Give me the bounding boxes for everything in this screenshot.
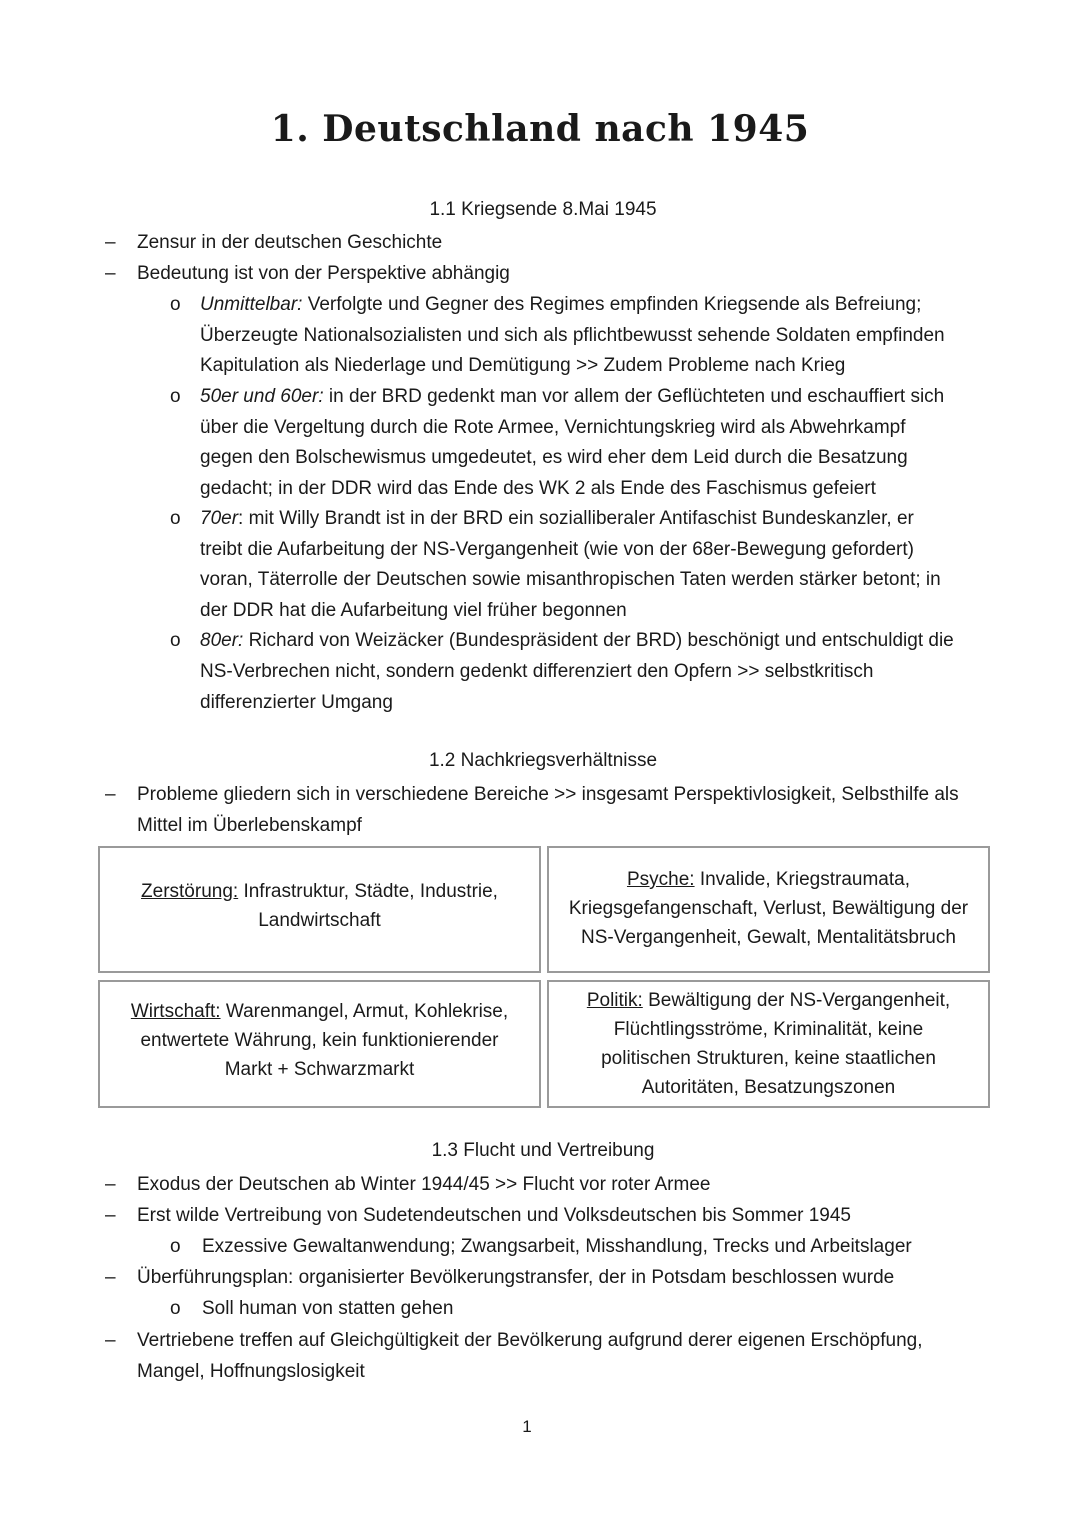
box-text: Warenmangel, Armut, Kohlekrise,	[220, 1000, 509, 1022]
list-item: Probleme gliedern sich in verschiedene Bereiche >> insgesamt Perspektivlosigkeit, Selbsthilfe als	[137, 784, 959, 805]
dash-bullet: –	[105, 1267, 116, 1288]
box-text: Infrastruktur, Städte, Industrie,	[238, 880, 498, 902]
sub-item-line: gedacht; in der DDR wird das Ende des WK 2 als Ende des Faschismus gefeiert	[200, 478, 876, 499]
sub-item-line: über die Vergeltung durch die Rote Armee, Vernichtungskrieg wird als Abwehrkampf	[200, 417, 906, 438]
dash-bullet: –	[105, 1205, 116, 1226]
sub-item-line: treibt die Aufarbeitung der NS-Vergangenheit (wie von der 68er-Bewegung gefordert)	[200, 539, 914, 560]
section-heading-1-1: 1.1 Kriegsende 8.Mai 1945	[429, 199, 657, 220]
circle-bullet: o	[170, 1236, 181, 1257]
sub-item-line: der DDR hat die Aufarbeitung viel früher begonnen	[200, 600, 627, 621]
box-text: Invalide, Kriegstraumata,	[694, 869, 911, 890]
list-item: Exodus der Deutschen ab Winter 1944/45 >> Flucht vor roter Armee	[137, 1174, 711, 1195]
box-wirtschaft	[98, 980, 541, 1108]
circle-bullet: o	[170, 386, 181, 407]
box-text: Flüchtlingsströme, Kriminalität, keine	[613, 1019, 924, 1040]
circle-bullet: o	[170, 1298, 181, 1319]
box-zerstoerung	[98, 846, 541, 973]
sub-item-line: voran, Täterrolle der Deutschen sowie misanthropischen Taten werden stärker betont; in	[200, 569, 941, 590]
dash-bullet: –	[105, 263, 116, 284]
sub-item-text: Richard von Weizäcker (Bundespräsident der BRD) beschönigt und entschuldigt die	[248, 630, 954, 651]
sub-item-line	[200, 504, 990, 535]
sub-item-label: 80er:	[200, 630, 244, 651]
box-text: Markt + Schwarzmarkt	[224, 1058, 415, 1080]
sub-item-text: in der BRD gedenkt man vor allem der Geflüchteten und eschauffiert sich	[328, 386, 945, 407]
section-heading-1-3: 1.3 Flucht und Vertreibung	[431, 1140, 655, 1161]
box-label: Zerstörung:	[141, 880, 239, 902]
box-text: Bewältigung der NS-Vergangenheit,	[642, 990, 951, 1011]
box-text: Kriegsgefangenschaft, Verlust, Bewältigung der	[568, 898, 969, 919]
dash-bullet: –	[105, 784, 116, 805]
page-number: 1	[522, 1417, 532, 1436]
sub-item-label: Unmittelbar:	[200, 294, 303, 315]
sub-item-line	[200, 382, 990, 413]
sub-item-text: : mit Willy Brandt ist in der BRD ein sozialliberaler Antifaschist Bundeskanzler, er	[238, 508, 914, 529]
list-item: Erst wilde Vertreibung von Sudetendeutschen und Volksdeutschen bis Sommer 1945	[137, 1205, 852, 1226]
dash-bullet: –	[105, 232, 116, 253]
box-psyche	[547, 846, 990, 973]
box-text: politischen Strukturen, keine staatlichen	[601, 1048, 936, 1069]
list-item: Überführungsplan: organisierter Bevölkerungstransfer, der in Potsdam beschlossen wurde	[137, 1267, 895, 1288]
sub-item-line: NS-Verbrechen nicht, sondern gedenkt differenziert den Opfern >> selbstkritisch	[200, 661, 874, 682]
circle-bullet: o	[170, 294, 181, 315]
sub-item-label: 70er	[200, 508, 239, 529]
box-label: Politik:	[586, 990, 643, 1011]
section-heading-1-2: 1.2 Nachkriegsverhältnisse	[428, 750, 658, 771]
box-text: Autoritäten, Besatzungszonen	[641, 1077, 896, 1098]
dash-bullet: –	[105, 1330, 116, 1351]
box-politik	[547, 980, 990, 1108]
list-item-continued: Mittel im Überlebenskampf	[137, 815, 362, 836]
box-text: entwertete Währung, kein funktionierender	[140, 1029, 499, 1051]
sub-item-line: Exzessive Gewaltanwendung; Zwangsarbeit, Misshandlung, Trecks und Arbeitslager	[202, 1236, 912, 1257]
sub-item-label: 50er und 60er:	[200, 386, 324, 407]
box-text: NS-Vergangenheit, Gewalt, Mentalitätsbruch	[581, 927, 956, 948]
box-text: Landwirtschaft	[258, 909, 381, 931]
list-item: Vertriebene treffen auf Gleichgültigkeit der Bevölkerung aufgrund derer eigenen Erschöpfung,	[137, 1330, 923, 1351]
sub-item-line: gegen den Bolschewismus umgedeutet, es wird eher dem Leid durch die Besatzung	[200, 447, 908, 468]
sub-item-line	[200, 626, 990, 657]
list-item: Zensur in der deutschen Geschichte	[137, 232, 443, 253]
page-title: 1. Deutschland nach 1945	[270, 108, 810, 150]
list-item: Bedeutung ist von der Perspektive abhängig	[137, 263, 510, 284]
box-label: Wirtschaft:	[130, 1000, 221, 1022]
sub-item-text: Verfolgte und Gegner des Regimes empfinden Kriegsende als Befreiung;	[307, 294, 922, 315]
sub-item-line: Soll human von statten gehen	[202, 1298, 454, 1319]
sub-item-line: Überzeugte Nationalsozialisten und sich als pflichtbewusst sehende Soldaten empfinden	[200, 325, 945, 346]
list-item-continued: Mangel, Hoffnungslosigkeit	[137, 1361, 365, 1382]
sub-item-line	[200, 290, 990, 321]
dash-bullet: –	[105, 1174, 116, 1195]
circle-bullet: o	[170, 630, 181, 651]
circle-bullet: o	[170, 508, 181, 529]
sub-item-line: Kapitulation als Niederlage und Demütigung >> Zudem Probleme nach Krieg	[200, 355, 846, 376]
box-label: Psyche:	[626, 869, 695, 890]
sub-item-line: differenzierter Umgang	[200, 692, 393, 713]
